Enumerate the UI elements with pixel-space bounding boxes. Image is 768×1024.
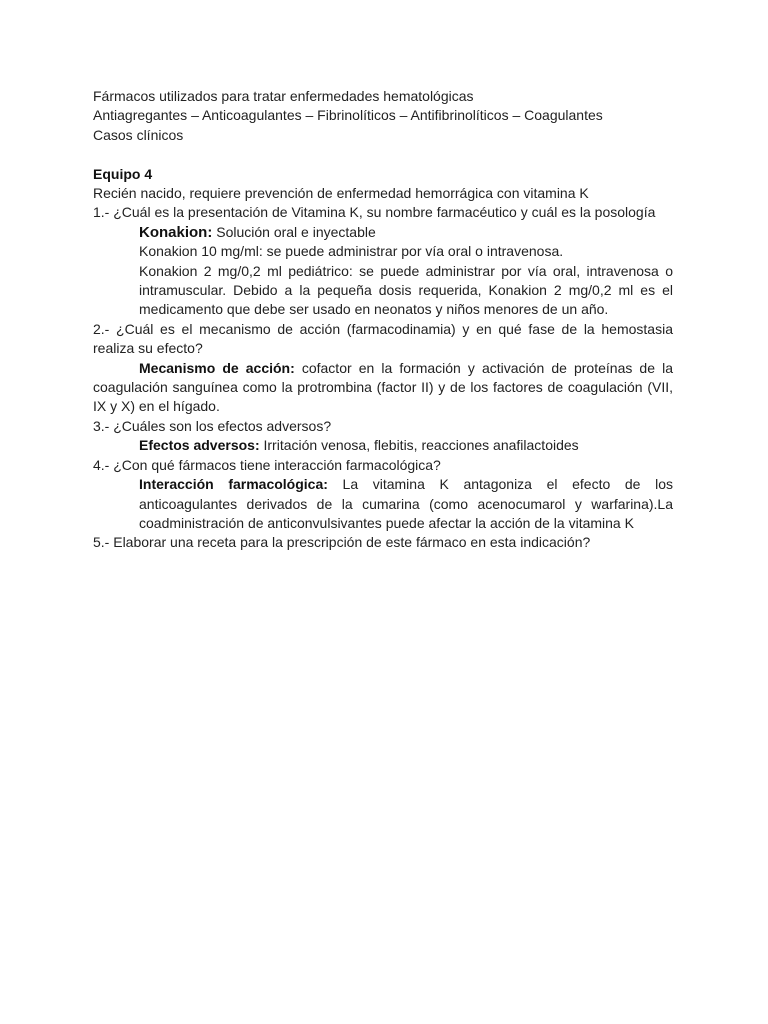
- question-1: 1.- ¿Cuál es la presentación de Vitamina K, su nombre farmacéutico y cuál es la posología: [93, 204, 656, 221]
- drug-categories: Antiagregantes – Anticoagulantes – Fibrinolíticos – Antifibrinolíticos – Coagulantes: [93, 107, 603, 124]
- adverse-effects-line: [139, 436, 673, 455]
- konakion-forms: Solución oral e inyectable: [212, 223, 376, 240]
- team-title-text: Equipo 4: [93, 165, 153, 182]
- interaction-paragraph: [139, 475, 673, 533]
- team-title: [93, 165, 673, 184]
- konakion-10mg-paragraph: Konakion 10 mg/ml: se puede administrar por vía oral o intravenosa.: [139, 243, 564, 260]
- interaction-label: Interacción farmacológica:: [139, 476, 328, 493]
- answer-1-heading: [139, 223, 673, 242]
- answer-1: [139, 223, 673, 320]
- konakion-2mg-paragraph: Konakion 2 mg/0,2 ml pediátrico: se puede administrar por vía oral, intravenosa o intramuscular. Debido a la pequeña dosis requerida, Konakion 2 mg/0,2 ml es el medicamento que debe ser usado en neonatos y niños menores de un año.: [139, 262, 673, 318]
- document-page: [93, 87, 673, 553]
- question-5: 5.- Elaborar una receta para la prescripción de este fármaco en esta indicación?: [93, 534, 591, 551]
- question-2: 2.- ¿Cuál es el mecanismo de acción (farmacodinamia) y en qué fase de la hemostasia realiza su efecto?: [93, 320, 673, 357]
- clinical-cases-heading: Casos clínicos: [93, 126, 184, 143]
- document-title: Fármacos utilizados para tratar enfermedades hematológicas: [93, 88, 474, 104]
- interaction-text: La vitamina K antagoniza el efecto de los anticoagulantes derivados de la cumarina (como acenocumarol y warfarina).La coadministración de anticonvulsivantes puede afectar la acción de la vitamina K: [139, 476, 673, 531]
- answer-4: [139, 475, 673, 533]
- konakion-label: Konakion:: [139, 223, 213, 241]
- answer-2: [93, 359, 673, 417]
- adverse-effects-label: Efectos adversos:: [139, 437, 260, 454]
- case-description: Recién nacido, requiere prevención de enfermedad hemorrágica con vitamina K: [93, 185, 589, 202]
- adverse-effects-text: Irritación venosa, flebitis, reacciones anafilactoides: [259, 437, 579, 454]
- mechanism-label: Mecanismo de acción:: [139, 359, 295, 376]
- question-3: 3.- ¿Cuáles son los efectos adversos?: [93, 417, 332, 434]
- question-4: 4.- ¿Con qué fármacos tiene interacción farmacológica?: [93, 456, 441, 473]
- answer-3: [139, 436, 673, 455]
- spacer: [93, 145, 673, 164]
- mechanism-text: cofactor en la formación y activación de proteínas de la coagulación sanguínea como la protrombina (factor II) y de los factores de coagulación (VII, IX y X) en el hígado.: [93, 359, 673, 415]
